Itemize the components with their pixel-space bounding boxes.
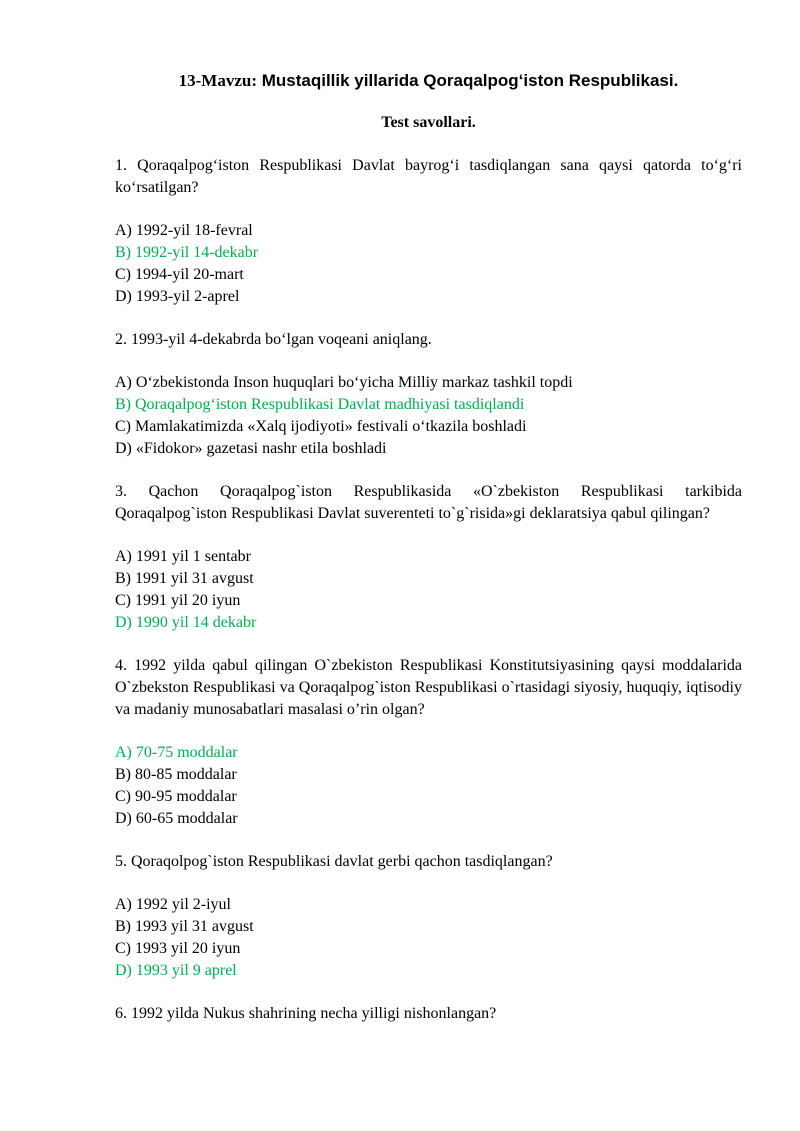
page-title-main: Mustaqillik yillarida Qoraqalpog‘iston Respublikasi. [257,71,679,90]
option-correct: B) Qoraqalpog‘iston Respublikasi Davlat madhiyasi tasdiqlandi [115,396,525,413]
option: D) 60-65 moddalar [115,810,238,827]
option-correct: D) 1990 yil 14 dekabr [115,614,257,631]
option-correct: B) 1992-yil 14-dekabr [115,244,259,261]
question-text: 3. Qachon Qoraqalpog`iston Respublikasida «O`zbekiston Respublikasi tarkibida Qoraqalpog`iston Respublikasi Davlat suverenteti to`g`risida»gi deklaratsiya qabul qilingan? [115,483,742,522]
question-text: 2. 1993-yil 4-dekabrda bo‘lgan voqeani aniqlang. [115,331,432,348]
options-list [115,220,742,308]
question-block [115,1003,742,1025]
question-block [115,655,742,830]
option: C) 1993 yil 20 iyun [115,940,241,957]
options-list [115,546,742,634]
options-list [115,372,742,460]
option: B) 1993 yil 31 avgust [115,918,254,935]
option: C) 1991 yil 20 iyun [115,592,241,609]
option: B) 80-85 moddalar [115,766,237,783]
question-text: 5. Qoraqolpog`iston Respublikasi davlat gerbi qachon tasdiqlangan? [115,853,553,870]
question-block [115,155,742,308]
option: C) 90-95 moddalar [115,788,237,805]
question-block [115,851,742,982]
question-text: 1. Qoraqalpog‘iston Respublikasi Davlat bayrog‘i tasdiqlangan sana qaysi qatorda to‘g‘ri ko‘rsatilgan? [115,157,742,196]
option: C) 1994-yil 20-mart [115,266,244,283]
question-text: 6. 1992 yilda Nukus shahrining necha yilligi nishonlangan? [115,1005,497,1022]
questions-list [115,155,742,1025]
question-block [115,329,742,460]
page-title-prefix: 13-Mavzu: [178,71,258,90]
option: A) 1992-yil 18-fevral [115,222,253,239]
option: B) 1991 yil 31 avgust [115,570,254,587]
question-text: 4. 1992 yilda qabul qilingan O`zbekiston Respublikasi Konstitutsiyasining qaysi moddalarida O`zbekston Respublikasi va Qoraqalpog`iston Respublikasi o`rtasidagi siyosiy, huquqiy, iqtisodiy va madaniy munosabatlari masalasi o’rin olgan? [115,657,742,718]
options-list [115,742,742,830]
option: C) Mamlakatimizda «Xalq ijodiyoti» festivali o‘tkazila boshladi [115,418,527,435]
option: A) 1991 yil 1 sentabr [115,548,251,565]
page-subtitle: Test savollari. [381,114,476,131]
option: D) 1993-yil 2-aprel [115,288,240,305]
option-correct: D) 1993 yil 9 aprel [115,962,237,979]
page-title [115,70,742,92]
option-correct: A) 70-75 moddalar [115,744,238,761]
options-list [115,894,742,982]
option: A) O‘zbekistonda Inson huquqlari bo‘yicha Milliy markaz tashkil topdi [115,374,573,391]
option: D) «Fidokor» gazetasi nashr etila boshladi [115,440,387,457]
option: A) 1992 yil 2-iyul [115,896,231,913]
question-block [115,481,742,634]
